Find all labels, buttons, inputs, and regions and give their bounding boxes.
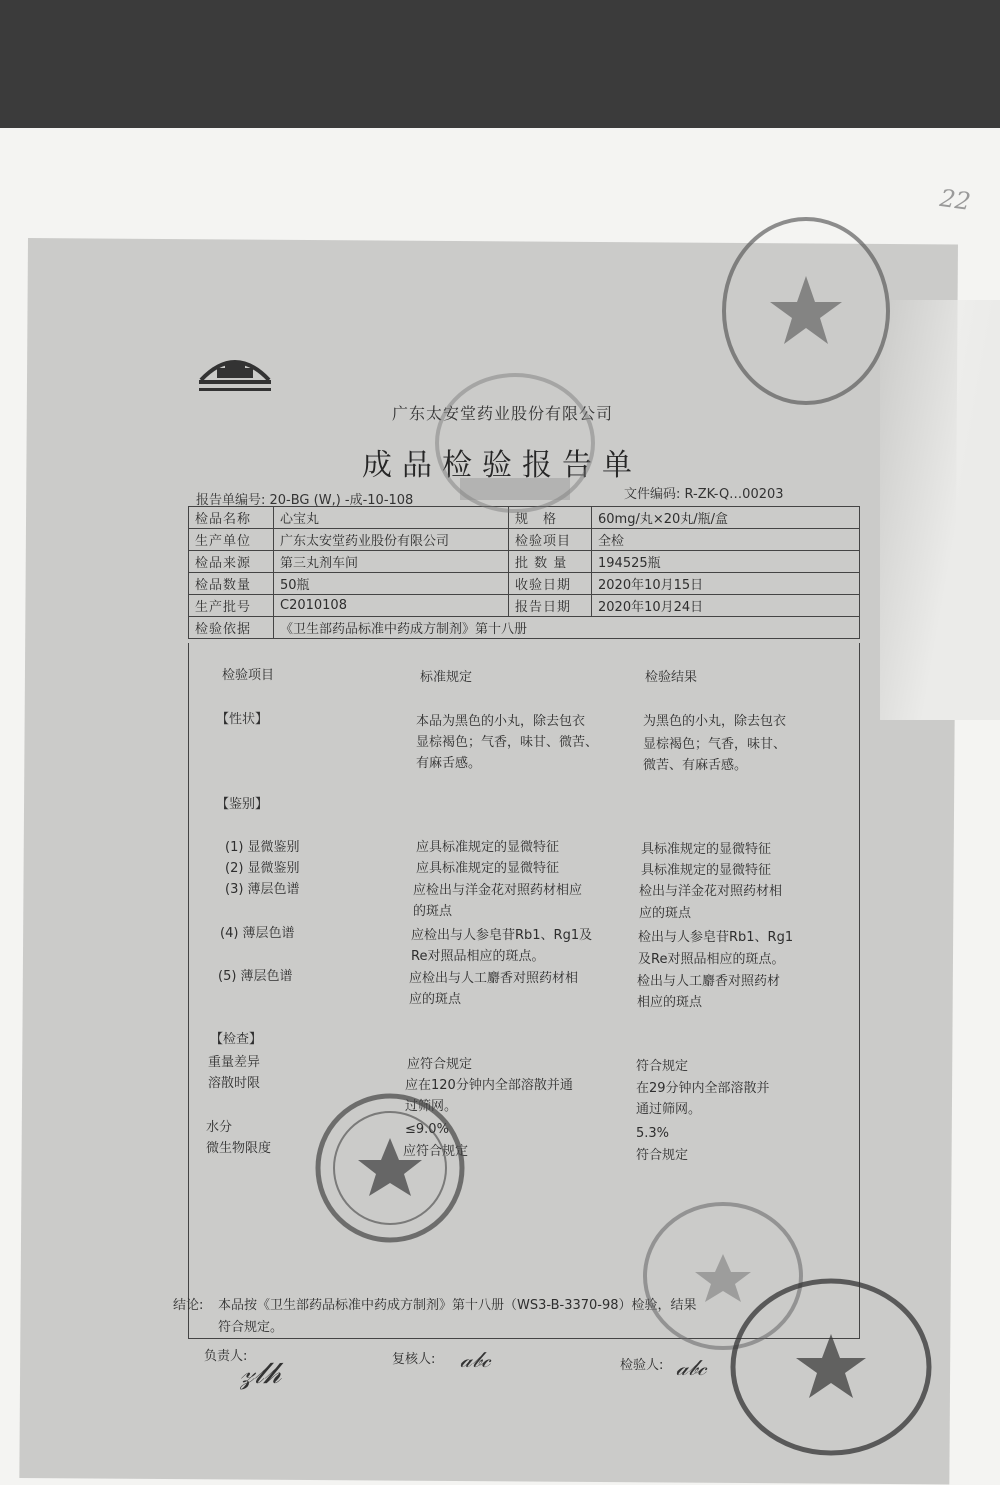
- inspection-result: 5.3%: [636, 1126, 670, 1141]
- header-label: 生产单位: [189, 529, 274, 551]
- identification-standard: 应检出与洋金花对照药材相应: [413, 883, 583, 898]
- basis-value: 《卫生部药品标准中药成方制剂》第十八册: [274, 617, 860, 639]
- appearance-result-line: 微苦、有麻舌感。: [643, 758, 748, 773]
- header-value: C2010108: [274, 595, 509, 617]
- file-code: 文件编码: R-ZK-Q…00203: [624, 487, 784, 502]
- inspection-item: 水分: [206, 1120, 233, 1135]
- inspection-standard: 应符合规定: [403, 1144, 469, 1159]
- identification-item: (5) 薄层色谱: [218, 969, 293, 984]
- column-standard-header: 标准规定: [420, 670, 473, 685]
- identification-result: 具标准规定的显微特征: [641, 863, 772, 878]
- header-value: 50瓶: [274, 573, 509, 595]
- header-label: 批 数 量: [509, 551, 592, 573]
- inspection-standard: 应符合规定: [407, 1057, 473, 1072]
- header-value: 心宝丸: [274, 507, 509, 529]
- stamp-top-right: [716, 206, 896, 416]
- header-value: 194525瓶: [592, 551, 860, 573]
- identification-result: 应的斑点: [639, 906, 692, 921]
- corner-handwritten-mark: 22: [938, 184, 973, 216]
- header-value: 2020年10月15日: [592, 573, 860, 595]
- identification-item: (4) 薄层色谱: [220, 926, 295, 941]
- identification-item: (1) 显微鉴别: [225, 840, 300, 855]
- header-label: 检验项目: [509, 529, 592, 551]
- responsible-signature: 𝓏𝓁𝒽: [240, 1356, 282, 1391]
- header-label: 生产批号: [189, 595, 274, 617]
- header-label: 报告日期: [509, 595, 592, 617]
- inspector-signature: 𝒶𝒷𝒸: [676, 1356, 707, 1381]
- section-identification: 【鉴别】: [216, 797, 269, 812]
- header-table: [188, 506, 860, 639]
- reviewer-label: 复核人:: [392, 1352, 436, 1367]
- identification-standard: 应具标准规定的显微特征: [416, 840, 560, 855]
- header-value: 广东太安堂药业股份有限公司: [274, 529, 509, 551]
- header-row: [189, 595, 860, 617]
- inspection-item: 重量差异: [208, 1055, 261, 1070]
- identification-item: (3) 薄层色谱: [225, 882, 300, 897]
- inspector-label: 检验人:: [620, 1358, 664, 1373]
- header-value: 60mg/丸×20丸/瓶/盒: [592, 507, 860, 529]
- responsible-label: 负责人:: [204, 1349, 248, 1364]
- identification-standard: 应检出与人参皂苷Rb1、Rg1及: [411, 928, 593, 943]
- identification-result: 检出与人参皂苷Rb1、Rg1: [638, 930, 794, 945]
- identification-standard: 的斑点: [413, 904, 453, 919]
- header-value: 2020年10月24日: [592, 595, 860, 617]
- section-inspection: 【检查】: [210, 1032, 263, 1047]
- company-logo-icon: [195, 350, 275, 396]
- inspection-standard: 应在120分钟内全部溶散并通: [405, 1078, 573, 1093]
- inspection-standard: 过筛网。: [405, 1099, 458, 1114]
- identification-result: 检出与人工麝香对照药材: [637, 974, 781, 989]
- appearance-result-line: 显棕褐色；气香，味甘、: [643, 737, 787, 752]
- inspection-result: 符合规定: [636, 1148, 689, 1163]
- header-row: [189, 551, 860, 573]
- identification-result: 相应的斑点: [637, 995, 703, 1010]
- conclusion-line: 本品按《卫生部药品标准中药成方制剂》第十八册（WS3-B-3370-98）检验，结果: [218, 1298, 697, 1313]
- header-label: 收验日期: [509, 573, 592, 595]
- header-label: 检品名称: [189, 507, 274, 529]
- inspection-item: 溶散时限: [208, 1076, 261, 1091]
- inspection-item: 微生物限度: [206, 1141, 272, 1156]
- section-appearance: 【性状】: [216, 712, 269, 727]
- identification-item: (2) 显微鉴别: [225, 861, 300, 876]
- identification-result: 具标准规定的显微特征: [641, 842, 772, 857]
- stamp-bottom-right: [726, 1272, 936, 1462]
- header-label: 检品数量: [189, 573, 274, 595]
- identification-result: 检出与洋金花对照药材相: [639, 884, 783, 899]
- inspection-result: 符合规定: [636, 1059, 689, 1074]
- identification-standard: Re对照品相应的斑点。: [411, 949, 545, 964]
- report-number: 报告单编号: 20-BG (W,) -成-10-108: [196, 493, 414, 508]
- identification-standard: 应的斑点: [409, 992, 462, 1007]
- appearance-standard-line: 显棕褐色；气香，味甘、微苦、: [416, 735, 599, 750]
- header-value: 第三丸剂车间: [274, 551, 509, 573]
- header-label: 检品来源: [189, 551, 274, 573]
- reviewer-signature: 𝒶𝒷𝒸: [460, 1348, 491, 1373]
- basis-label: 检验依据: [189, 617, 274, 639]
- appearance-result-line: 为黑色的小丸，除去包衣: [643, 714, 787, 729]
- identification-standard: 应具标准规定的显微特征: [416, 861, 560, 876]
- header-row: [189, 529, 860, 551]
- inspection-result: 在29分钟内全部溶散并: [636, 1081, 770, 1096]
- identification-result: 及Re对照品相应的斑点。: [638, 952, 785, 967]
- header-label: 规 格: [509, 507, 592, 529]
- basis-row: [189, 617, 860, 639]
- identification-standard: 应检出与人工麝香对照药材相: [409, 971, 579, 986]
- conclusion-line: 符合规定。: [218, 1320, 284, 1335]
- header-value: 全检: [592, 529, 860, 551]
- scan-top-band: [0, 0, 1000, 128]
- conclusion-label: 结论:: [173, 1298, 204, 1313]
- header-row: [189, 573, 860, 595]
- inspection-result: 通过筛网。: [636, 1102, 702, 1117]
- company-name: 广东太安堂药业股份有限公司: [392, 404, 614, 423]
- appearance-standard-line: 本品为黑色的小丸，除去包衣: [416, 714, 586, 729]
- column-result-header: 检验结果: [645, 670, 698, 685]
- column-item-header: 检验项目: [222, 668, 275, 683]
- stamp-middle: [310, 1088, 470, 1248]
- document-title: 成品检验报告单: [362, 448, 642, 483]
- sheet-fold-shadow: [880, 300, 1000, 720]
- appearance-standard-line: 有麻舌感。: [416, 756, 482, 771]
- inspection-standard: ≤9.0%: [405, 1122, 449, 1137]
- stamp-inspection-seal: [430, 368, 600, 518]
